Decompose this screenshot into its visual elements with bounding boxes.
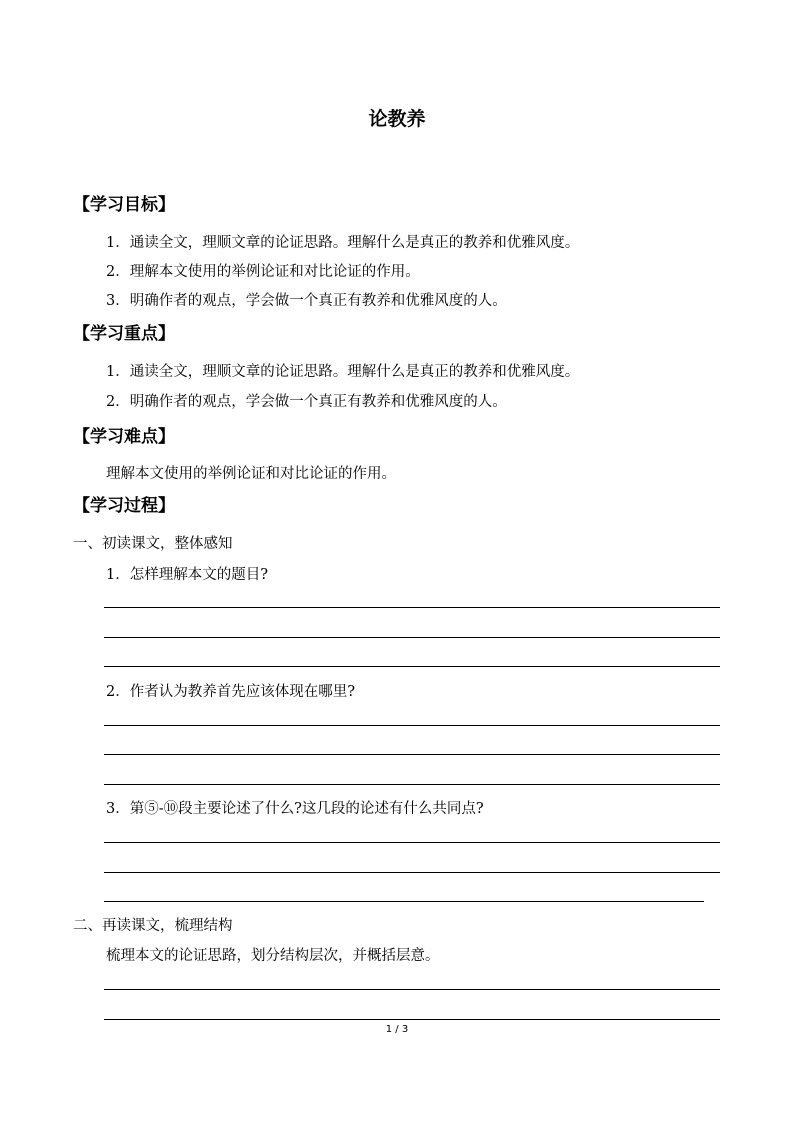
answer-line (104, 901, 704, 902)
answer-line (104, 1019, 720, 1020)
key-point-item: 1．通读全文，理顺文章的论证思路。理解什么是真正的教养和优雅风度。 (106, 364, 580, 380)
question-item: 3．第⑤-⑩段主要论述了什么?这几段的论述有什么共同点? (106, 801, 484, 817)
objective-item: 1．通读全文，理顺文章的论证思路。理解什么是真正的教养和优雅风度。 (106, 235, 580, 251)
difficulties-heading: 【学习难点】 (73, 427, 175, 447)
part2-instruction: 梳理本文的论证思路，划分结构层次，并概括层意。 (106, 948, 440, 964)
answer-line (104, 872, 720, 873)
process-heading: 【学习过程】 (73, 496, 175, 516)
answer-line (104, 754, 720, 755)
page-number: 1 / 3 (385, 1024, 409, 1035)
difficulties-text: 理解本文使用的举例论证和对比论证的作用。 (106, 466, 396, 482)
answer-line (104, 725, 720, 726)
key-points-heading: 【学习重点】 (73, 324, 175, 344)
objective-item: 2．理解本文使用的举例论证和对比论证的作用。 (106, 264, 420, 280)
answer-line (104, 666, 720, 667)
answer-line (104, 989, 720, 990)
answer-line (104, 637, 720, 638)
page-title: 论教养 (368, 108, 426, 130)
key-point-item: 2．明确作者的观点，学会做一个真正有教养和优雅风度的人。 (106, 394, 507, 410)
answer-line (104, 607, 720, 608)
objectives-heading: 【学习目标】 (73, 195, 175, 215)
answer-line (104, 784, 720, 785)
question-item: 1．怎样理解本文的题目? (106, 567, 268, 583)
part2-title: 二、再读课文，梳理结构 (73, 918, 233, 934)
answer-line (104, 842, 720, 843)
question-item: 2．作者认为教养首先应该体现在哪里? (106, 684, 355, 700)
part1-title: 一、初读课文，整体感知 (73, 536, 233, 552)
objective-item: 3．明确作者的观点，学会做一个真正有教养和优雅风度的人。 (106, 293, 507, 309)
